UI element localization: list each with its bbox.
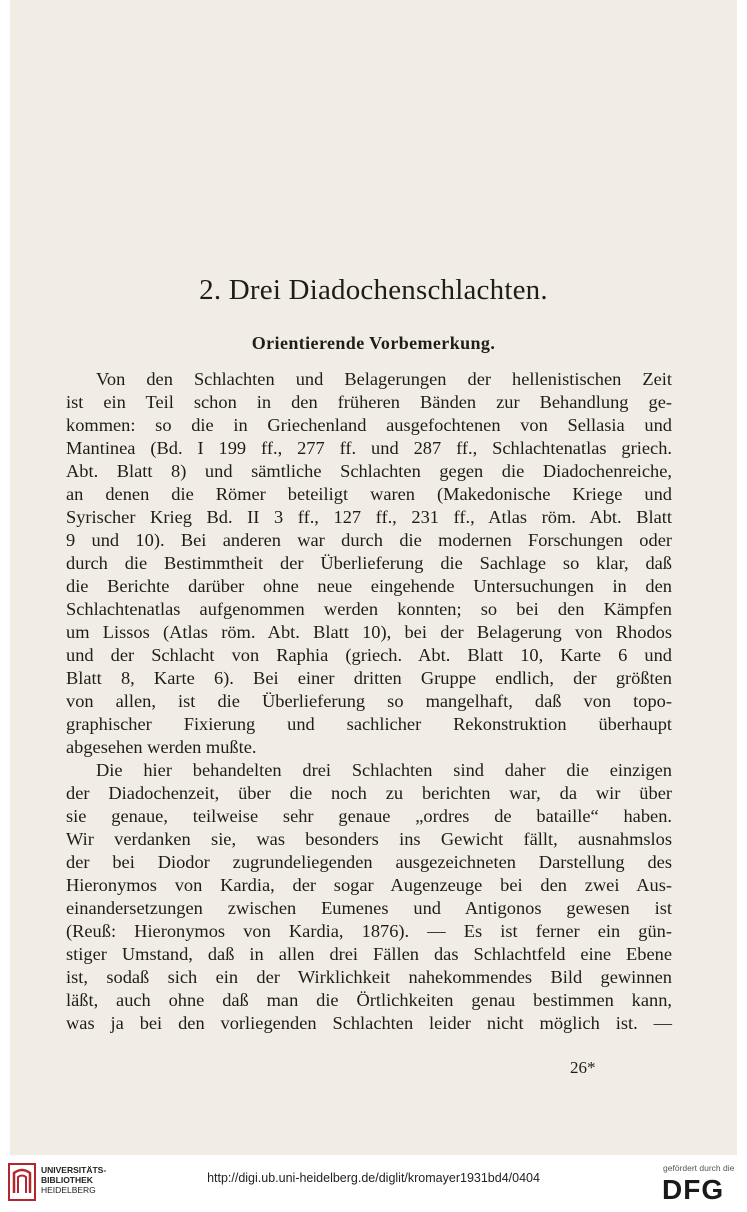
text-line: Syrischer Krieg Bd. II 3 ff., 127 ff., 231 ff., Atlas röm. Abt. Blatt [66,507,672,527]
text-line: abgesehen werden mußte. [66,737,257,757]
text-line: sie genaue, teilweise sehr genaue „ordres de bataille“ haben. [66,806,672,826]
text-line: der bei Diodor zugrundeliegenden ausgezeichneten Darstellung des [66,852,672,872]
text-line: und der Schlacht von Raphia (griech. Abt. Blatt 10, Karte 6 und [66,645,672,665]
text-line: ist, sodaß sich ein der Wirklichkeit nahekommendes Bild gewinnen [66,967,672,987]
text-line: an denen die Römer beteiligt waren (Makedonische Kriege und [66,484,672,504]
text-line: Hieronymos von Kardia, der sogar Augenzeuge bei den zwei Aus- [66,875,672,895]
scanned-page [10,0,737,1155]
funding-caption: gefördert durch die [663,1163,735,1173]
permalink-url[interactable]: http://digi.ub.uni-heidelberg.de/diglit/kromayer1931bd4/0404 [207,1171,540,1185]
text-line: von allen, ist die Überlieferung so mangelhaft, daß von topo- [66,691,672,711]
library-name-line: UNIVERSITÄTS- [41,1165,107,1175]
text-line: Schlachtenatlas aufgenommen werden konnten; so bei den Kämpfen [66,599,672,619]
text-line: Blatt 8, Karte 6). Bei einer dritten Gruppe endlich, der größten [66,668,672,688]
text-line: Mantinea (Bd. I 199 ff., 277 ff. und 287 ff., Schlachtenatlas griech. [66,438,672,458]
text-line: graphischer Fixierung und sachlicher Rekonstruktion überhaupt [66,714,672,734]
text-line: stiger Umstand, daß in allen drei Fällen das Schlachtfeld eine Ebene [66,944,672,964]
section-subheading: Orientierende Vorbemerkung. [251,333,496,353]
library-name-line: HEIDELBERG [41,1185,96,1195]
text-line: Abt. Blatt 8) und sämtliche Schlachten gegen die Diadochenreiche, [66,461,672,481]
signature-mark: 26* [570,1058,596,1077]
library-name-line: BIBLIOTHEK [41,1175,93,1185]
text-line: einandersetzungen zwischen Eumenes und Antigonos gewesen ist [66,898,672,918]
text-line: läßt, auch ohne daß man die Örtlichkeiten genau bestimmen kann, [66,990,672,1010]
text-line: die Berichte darüber ohne neue eingehende Untersuchungen in den [66,576,672,596]
text-line: um Lissos (Atlas röm. Abt. Blatt 10), bei der Belagerung von Rhodos [66,622,672,642]
footer-bar [0,1155,747,1212]
text-line: durch die Bestimmtheit der Überlieferung die Sachlage so klar, daß [66,553,672,573]
chapter-heading: 2. Drei Diadochenschlachten. [199,274,548,306]
text-line: 9 und 10). Bei anderen war durch die modernen Forschungen oder [66,530,672,550]
body-text [66,368,672,1035]
text-line: Die hier behandelten drei Schlachten sind daher die einzigen [96,760,672,780]
text-line: (Reuß: Hieronymos von Kardia, 1876). — Es ist ferner ein gün- [66,921,672,941]
text-line: Wir verdanken sie, was besonders ins Gewicht fällt, ausnahmslos [66,829,672,849]
dfg-logo: DFG [662,1174,725,1205]
text-line: ist ein Teil schon in den früheren Bänden zur Behandlung ge- [66,392,672,412]
text-line: was ja bei den vorliegenden Schlachten leider nicht möglich ist. — [66,1013,672,1033]
text-line: kommen: so die in Griechenland ausgefochtenen von Sellasia und [66,415,672,435]
text-line: der Diadochenzeit, über die noch zu berichten war, da wir über [66,783,672,803]
text-line: Von den Schlachten und Belagerungen der hellenistischen Zeit [96,369,672,389]
